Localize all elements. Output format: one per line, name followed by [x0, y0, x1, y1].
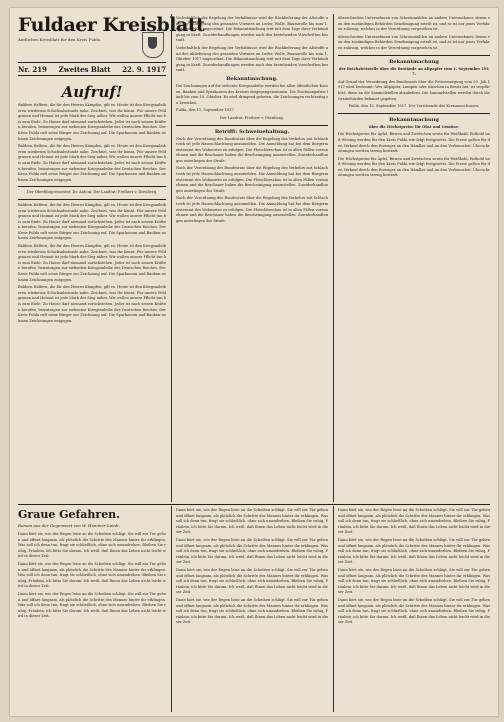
newspaper-page: [10, 8, 498, 716]
issue-date: 22. 9. 1917: [122, 64, 166, 74]
col2-heading-1: Bekanntmachung.: [226, 75, 278, 82]
serial-column-3: [338, 508, 490, 712]
serial-column-1: [18, 532, 166, 712]
aufruf-body-4: Baldern Helfern, die für den Heeres Kämpfen, gilt es. Heute ist den Kriegsanleiheren wiederum Schicksalsstunde nahe. Zeichnet, was ihr könnt. Für unsere Feldgrauen und Heimat ist jede Mark der Sieg näher. Wir wollen unsere Pflicht tun bis zum Ende. Zu Hause darf niemand zurückstehen. Jeder ist nach seinen Kräften berufen, beizutragen zur siebenten Kriegsanleihe des Deutschen Reiches. Der Kreis Fulda ruft seine Bürger zur Zeichnung auf. Die Sparkassen und Banken nehmen Zeichnungen entgegen.: [18, 285, 166, 323]
col2-body-3: Nach der Verordnung des Bundesrats über die Regelung des Verkehrs mit Schlachtvieh ist jede Hausschlachtung anzumelden. Die Anmeldung hat bei dem Bürgermeisteramt des Wohnortes zu erfolgen. Die Fleischbeschau ist in allen Fällen vorzunehmen und die Beschauer haben die Bescheinigung auszustellen. Zuwiderhandlungen unterliegen der Strafe.: [176, 136, 328, 163]
col2-body-3c: Nach der Verordnung des Bundesrats über die Regelung des Verkehrs mit Schlachtvieh ist jede Hausschlachtung anzumelden. Die Anmeldung hat bei dem Bürgermeisteramt des Wohnortes zu erfolgen. Die Fleischbeschau ist in allen Fällen vorzunehmen und die Beschauer haben die Bescheinigung auszustellen. Zuwiderhandlungen unterliegen der Strafe.: [176, 196, 328, 223]
col2-body-1: Vorbehaltlich der Regelung der Verhältnisse wird die Rücklieferung der Altstoffe und der Ablieferung des gesamten Vorrates an Leder, Wolle, Baumwolle bis zum 1. Oktober 1917 angeordnet. Die Bekanntmachung tritt mit dem Tage ihrer Verkündigung in Kraft. Zuwiderhandlungen werden nach den bestehenden Vorschriften bestraft.: [176, 16, 328, 43]
aufruf-body-repeat: Baldern Helfern, die für den Heeres Kämpfen, gilt es. Heute ist den Kriegsanleiheren wiederum Schicksalsstunde nahe. Zeichnet, was ihr könnt. Für unsere Feldgrauen und Heimat ist jede Mark der Sieg näher. Wir wollen unsere Pflicht tun bis zum Ende. Zu Hause darf niemand zurückstehen. Jeder ist nach seinen Kräften berufen, beizutragen zur siebenten Kriegsanleihe des Deutschen Reiches. Der Kreis Fulda ruft seine Bürger zur Zeichnung auf. Die Sparkassen und Banken nehmen Zeichnungen entgegen.: [18, 144, 166, 182]
aufruf-body-2: Baldern Helfern, die für den Heeres Kämpfen, gilt es. Heute ist den Kriegsanleiheren wiederum Schicksalsstunde nahe. Zeichnet, was ihr könnt. Für unsere Feldgrauen und Heimat ist jede Mark der Sieg näher. Wir wollen unsere Pflicht tun bis zum Ende. Zu Hause darf niemand zurückstehen. Jeder ist nach seinen Kräften berufen, beizutragen zur siebenten Kriegsanleihe des Deutschen Reiches. Der Kreis Fulda ruft seine Bürger zur Zeichnung auf. Die Sparkassen und Banken nehmen Zeichnungen entgegen.: [18, 202, 166, 241]
col3-body-1: überschreiten Unternehmen von Schreinmühlen an andere Unternehmer, denen von den zuständigen Behörden Genehmigung erteilt ist, und es ist nur jenes Verfahren zulässig, welches in der Verordnung vorgesehen ist.: [338, 16, 490, 32]
masthead: [18, 14, 205, 78]
col3-heading-2: Bekanntmachung: [389, 116, 439, 123]
coat-of-arms-icon: [142, 32, 164, 58]
serial-body-2: Dann hört sie, wie der Regen leise an die Scheiben schlägt. Sie will zur Tür gehen und öffnet langsam, als plötzlich die Schritte des Mannes hinter ihr erklingen. Was soll ich denn tun, fragt sie schließlich, ohne sich umzudrehen. Bleiben Sie ruhig, Fräulein, ich bitte Sie darum. Ich weiß, daß Ihnen das Leben nicht leicht wird in dieser Zeit.: [18, 561, 166, 589]
col3-subheading-2: über die Höchstpreise für Obst und Gemüse.: [368, 124, 460, 129]
col2-body-2: Die Zeichnungen auf die siebente Kriegsanleihe werden bei allen öffentlichen Kassen, Banken und Sparkassen des Kreises entgegengenommen. Die Zeichnungsfrist läuft bis zum 18. Oktober. Es wird dringend gebeten, die Zeichnungen rechtzeitig zu bewirken.: [176, 83, 328, 105]
serial-subtitle: Roman aus der Gegenwart von W. Hammer-Lamb.: [18, 523, 120, 528]
col3-signer-1: Fulda, den 15. September 1917. Der Vorsitzende des Kreisausschusses.: [348, 104, 480, 109]
column-2: [176, 16, 328, 502]
col2-body-3b: Nach der Verordnung des Bundesrats über die Regelung des Verkehrs mit Schlachtvieh ist jede Hausschlachtung anzumelden. Die Anmeldung hat bei dem Bürgermeisteramt des Wohnortes zu erfolgen. Die Fleischbeschau ist in allen Fällen vorzunehmen und die Beschauer haben die Bescheinigung auszustellen. Zuwiderhandlungen unterliegen der Strafe.: [176, 166, 328, 193]
col3-body-2: Auf Grund der Verordnung des Bundesrats über die Fettversorgung vom 20. Juli 1917 wird bestimmt: Wer Altpapier, Lumpen oder Knochen in Besitz hat, ist verpflichtet, diese an die Sammelstellen abzuliefern. Die Sammelstellen werden durch die Ortsbehörden bekannt gegeben.: [338, 79, 490, 101]
col2-body-1b: Vorbehaltlich der Regelung der Verhältnisse wird die Rücklieferung der Altstoffe und der Ablieferung des gesamten Vorrates an Leder, Wolle, Baumwolle bis zum 1. Oktober 1917 angeordnet. Die Bekanntmachung tritt mit dem Tage ihrer Verkündigung in Kraft. Zuwiderhandlungen werden nach den bestehenden Vorschriften bestraft.: [176, 45, 328, 73]
serial-body-9: Dann hört sie, wie der Regen leise an die Scheiben schlägt. Sie will zur Tür gehen und öffnet langsam, als plötzlich die Schritte des Mannes hinter ihr erklingen. Was soll ich denn tun, fragt sie schließlich, ohne sich umzudrehen. Bleiben Sie ruhig, Fräulein, ich bitte Sie darum. Ich weiß, daß Ihnen das Leben nicht leicht wird in dieser Zeit.: [338, 537, 490, 565]
serial-body-6: Dann hört sie, wie der Regen leise an die Scheiben schlägt. Sie will zur Tür gehen und öffnet langsam, als plötzlich die Schritte des Mannes hinter ihr erklingen. Was soll ich denn tun, fragt sie schließlich, ohne sich umzudrehen. Bleiben Sie ruhig, Fräulein, ich bitte Sie darum. Ich weiß, daß Ihnen das Leben nicht leicht wird in dieser Zeit.: [176, 567, 328, 595]
serial-body-11: Dann hört sie, wie der Regen leise an die Scheiben schlägt. Sie will zur Tür gehen und öffnet langsam, als plötzlich die Schritte des Mannes hinter ihr erklingen. Was soll ich denn tun, fragt sie schließlich, ohne sich umzudrehen. Bleiben Sie ruhig, Fräulein, ich bitte Sie darum. Ich weiß, daß Ihnen das Leben nicht leicht wird in dieser Zeit.: [338, 597, 490, 625]
column-1: [18, 82, 166, 502]
serial-body-1: Dann hört sie, wie der Regen leise an die Scheiben schlägt. Sie will zur Tür gehen und öffnet langsam, als plötzlich die Schritte des Mannes hinter ihr erklingen. Was soll ich denn tun, fragt sie schließlich, ohne sich umzudrehen. Bleiben Sie ruhig, Fräulein, ich bitte Sie darum. Ich weiß, daß Ihnen das Leben nicht leicht wird in dieser Zeit.: [18, 532, 166, 559]
column-3: [338, 16, 490, 502]
newspaper-title: Fuldaer Kreisblatt: [18, 14, 205, 36]
col2-signer-1: Der Landrat. Freiherr v. Dörnberg.: [220, 115, 284, 120]
edition-label: Zweites Blatt: [58, 64, 111, 74]
col2-date-1: Fulda, den 11. September 1917.: [176, 108, 235, 113]
col2-heading-2: Betrifft: Schweinehaltung.: [214, 128, 290, 135]
col3-body-3b: Die Höchstpreise für Äpfel, Birnen und Zwetschen sowie für Weißkohl, Rotkohl und Wirsing werden für den Kreis Fulda wie folgt festgesetzt. Die Preise gelten für den Verkauf durch den Erzeuger an den Händler und an den Verbraucher. Überschreitungen werden streng bestraft.: [338, 156, 490, 178]
serial-title: Graue Gefahren.: [18, 508, 121, 521]
col3-subheading-1: der Reichsfettstelle über die Bestände an Altpapier vom 1. September 1917.: [338, 66, 490, 77]
col3-body-1b: überschreiten Unternehmen von Schreinmühlen an andere Unternehmer, denen von den zuständigen Behörden Genehmigung erteilt ist, und es ist nur jenes Verfahren zulässig, welches in der Verordnung vorgesehen ist.: [338, 34, 490, 50]
issue-bar: [18, 62, 166, 76]
aufruf-heading: Aufruf!: [61, 83, 123, 101]
issue-number: Nr. 219: [18, 64, 47, 74]
newspaper-subtitle: Amtliches Kreisblatt für den Kreis Fulda: [18, 37, 101, 42]
serial-body-10: Dann hört sie, wie der Regen leise an die Scheiben schlägt. Sie will zur Tür gehen und öffnet langsam, als plötzlich die Schritte des Mannes hinter ihr erklingen. Was soll ich denn tun, fragt sie schließlich, ohne sich umzudrehen. Bleiben Sie ruhig, Fräulein, ich bitte Sie darum. Ich weiß, daß Ihnen das Leben nicht leicht wird in dieser Zeit.: [338, 567, 490, 595]
col3-body-3: Die Höchstpreise für Äpfel, Birnen und Zwetschen sowie für Weißkohl, Rotkohl und Wirsing werden für den Kreis Fulda wie folgt festgesetzt. Die Preise gelten für den Verkauf durch den Erzeuger an den Händler und an den Verbraucher. Überschreitungen werden streng bestraft.: [338, 132, 490, 154]
aufruf-body-3: Baldern Helfern, die für den Heeres Kämpfen, gilt es. Heute ist den Kriegsanleiheren wiederum Schicksalsstunde nahe. Zeichnet, was ihr könnt. Für unsere Feldgrauen und Heimat ist jede Mark der Sieg näher. Wir wollen unsere Pflicht tun bis zum Ende. Zu Hause darf niemand zurückstehen. Jeder ist nach seinen Kräften berufen, beizutragen zur siebenten Kriegsanleihe des Deutschen Reiches. Der Kreis Fulda ruft seine Bürger zur Zeichnung auf. Die Sparkassen und Banken nehmen Zeichnungen entgegen.: [18, 244, 166, 282]
serial-body-5: Dann hört sie, wie der Regen leise an die Scheiben schlägt. Sie will zur Tür gehen und öffnet langsam, als plötzlich die Schritte des Mannes hinter ihr erklingen. Was soll ich denn tun, fragt sie schließlich, ohne sich umzudrehen. Bleiben Sie ruhig, Fräulein, ich bitte Sie darum. Ich weiß, daß Ihnen das Leben nicht leicht wird in dieser Zeit.: [176, 537, 328, 565]
col3-heading-1: Bekanntmachung: [389, 58, 439, 65]
aufruf-signers: Der Oberbürgermeister: Dr. Antoni. Der Landrat: Freiherr v. Dörnberg.: [26, 190, 158, 195]
serial-body-3: Dann hört sie, wie der Regen leise an die Scheiben schlägt. Sie will zur Tür gehen und öffnet langsam, als plötzlich die Schritte des Mannes hinter ihr erklingen. Was soll ich denn tun, fragt sie schließlich, ohne sich umzudrehen. Bleiben Sie ruhig, Fräulein, ich bitte Sie darum. Ich weiß, daß Ihnen das Leben nicht leicht wird in dieser Zeit.: [18, 591, 166, 619]
serial-body-7: Dann hört sie, wie der Regen leise an die Scheiben schlägt. Sie will zur Tür gehen und öffnet langsam, als plötzlich die Schritte des Mannes hinter ihr erklingen. Was soll ich denn tun, fragt sie schließlich, ohne sich umzudrehen. Bleiben Sie ruhig, Fräulein, ich bitte Sie darum. Ich weiß, daß Ihnen das Leben nicht leicht wird in dieser Zeit.: [176, 597, 328, 625]
serial-column-2: [176, 508, 328, 712]
serial-body-8: Dann hört sie, wie der Regen leise an die Scheiben schlägt. Sie will zur Tür gehen und öffnet langsam, als plötzlich die Schritte des Mannes hinter ihr erklingen. Was soll ich denn tun, fragt sie schließlich, ohne sich umzudrehen. Bleiben Sie ruhig, Fräulein, ich bitte Sie darum. Ich weiß, daß Ihnen das Leben nicht leicht wird in dieser Zeit.: [338, 508, 490, 535]
serial-body-4: Dann hört sie, wie der Regen leise an die Scheiben schlägt. Sie will zur Tür gehen und öffnet langsam, als plötzlich die Schritte des Mannes hinter ihr erklingen. Was soll ich denn tun, fragt sie schließlich, ohne sich umzudrehen. Bleiben Sie ruhig, Fräulein, ich bitte Sie darum. Ich weiß, daß Ihnen das Leben nicht leicht wird in dieser Zeit.: [176, 508, 328, 535]
aufruf-body: Baldern Helfern, die für den Heeres Kämpfen, gilt es. Heute ist den Kriegsanleiheren wiederum Schicksalsstunde nahe. Zeichnet, was ihr könnt. Für unsere Feldgrauen und Heimat ist jede Mark der Sieg näher. Wir wollen unsere Pflicht tun bis zum Ende. Zu Hause darf niemand zurückstehen. Jeder ist nach seinen Kräften berufen, beizutragen zur siebenten Kriegsanleihe des Deutschen Reiches. Der Kreis Fulda ruft seine Bürger zur Zeichnung auf. Die Sparkassen und Banken nehmen Zeichnungen entgegen.: [18, 103, 166, 141]
